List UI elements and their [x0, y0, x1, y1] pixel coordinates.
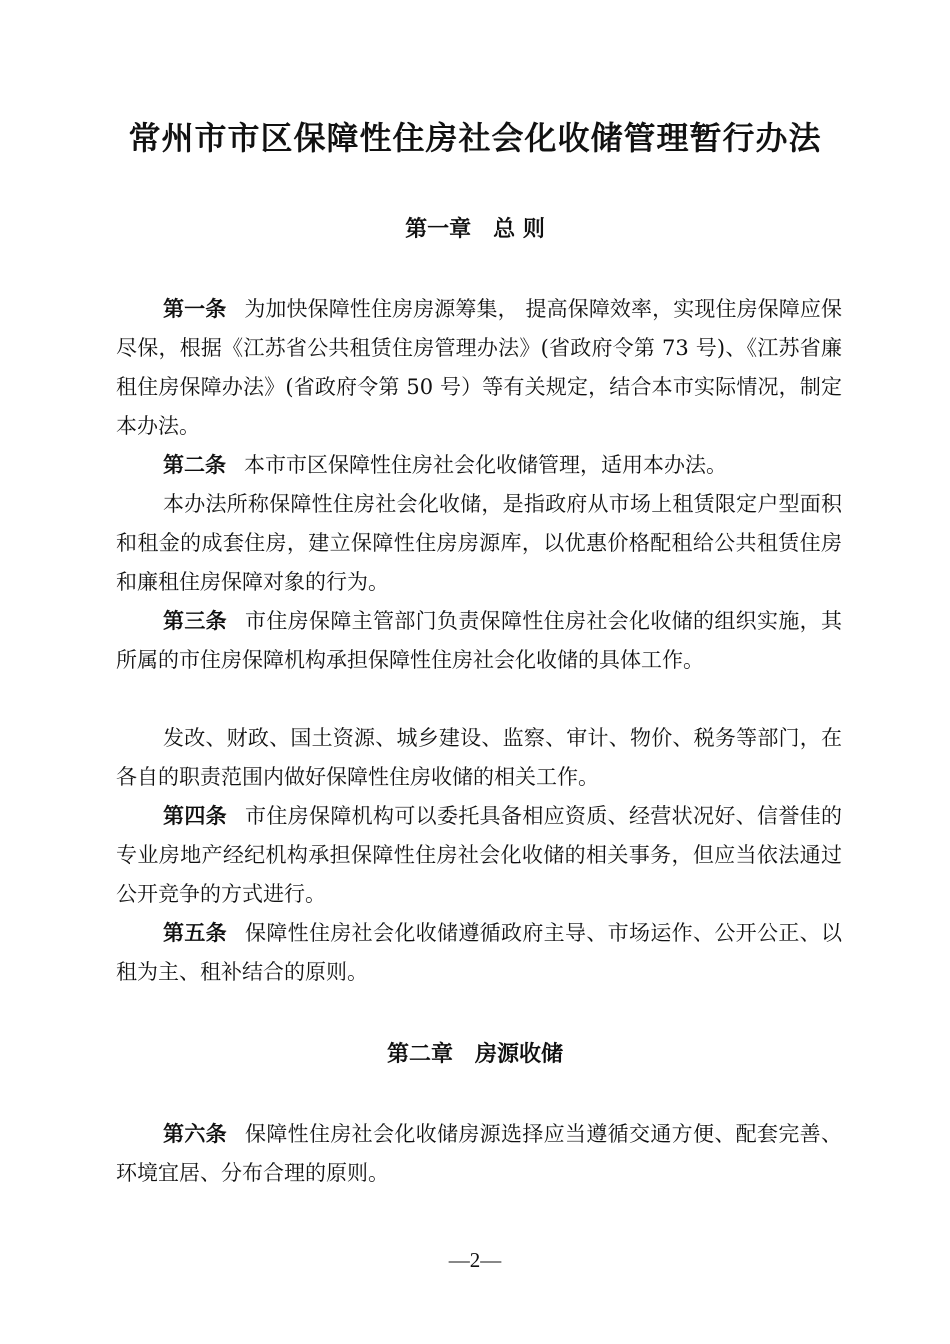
article-3: [116, 602, 842, 680]
article-4: [116, 797, 842, 914]
article-text: 市住房保障主管部门负责保障性住房社会化收储的组织实施，其所属的市住房保障机构承担保障性住房社会化收储的具体工作。: [116, 609, 842, 672]
chapter-heading-2: [0, 1039, 950, 1071]
article-text: 市住房保障机构可以委托具备相应资质、经营状况好、信誉佳的专业房地产经纪机构承担保障性住房社会化收储的相关事务，但应当依法通过公开竞争的方式进行。: [116, 804, 842, 906]
article-2: [116, 446, 842, 485]
chapter-name: 总 则: [493, 217, 545, 242]
article-text: 为加快保障性住房房源筹集， 提高保障效率，实现住房保障应保尽保，根据《江苏省公共租赁住房管理办法》(省政府令第 73 号)、《江苏省廉租住房保障办法》(省政府令第 50 号）等有关规定，结合本市实际情况，制定本办法。: [116, 297, 842, 438]
article-text: 保障性住房社会化收储房源选择应当遵循交通方便、配套完善、环境宜居、分布合理的原则。: [116, 1122, 842, 1185]
article-label: 第一条: [163, 297, 227, 321]
article-1: [116, 290, 842, 446]
article-text: 本市市区保障性住房社会化收储管理，适用本办法。: [244, 453, 727, 477]
document-title: 常州市市区保障性住房社会化收储管理暂行办法: [128, 119, 822, 157]
chapter-number: 第二章: [386, 1042, 453, 1067]
article-label: 第三条: [163, 609, 227, 633]
article-label: 第二条: [163, 453, 226, 477]
article-3-paragraph-2: 发改、财政、国土资源、城乡建设、监察、审计、物价、税务等部门，在各自的职责范围内做好保障性住房收储的相关工作。: [116, 726, 842, 789]
article-text: 保障性住房社会化收储遵循政府主导、市场运作、公开公正、以租为主、租补结合的原则。: [116, 921, 842, 984]
article-label: 第四条: [163, 804, 227, 828]
article-label: 第六条: [163, 1122, 227, 1146]
chapter-number: 第一章: [405, 217, 472, 242]
article-5: [116, 914, 842, 992]
article-2-paragraph-2: 本办法所称保障性住房社会化收储，是指政府从市场上租赁限定户型面积和租金的成套住房，建立保障性住房房源库，以优惠价格配租给公共租赁住房和廉租住房保障对象的行为。: [116, 492, 842, 594]
page-number: —2—: [448, 1248, 502, 1272]
chapter-name: 房源收储: [475, 1042, 564, 1067]
article-label: 第五条: [163, 921, 227, 945]
chapter-heading-1: [0, 214, 950, 246]
article-6: [116, 1115, 842, 1193]
